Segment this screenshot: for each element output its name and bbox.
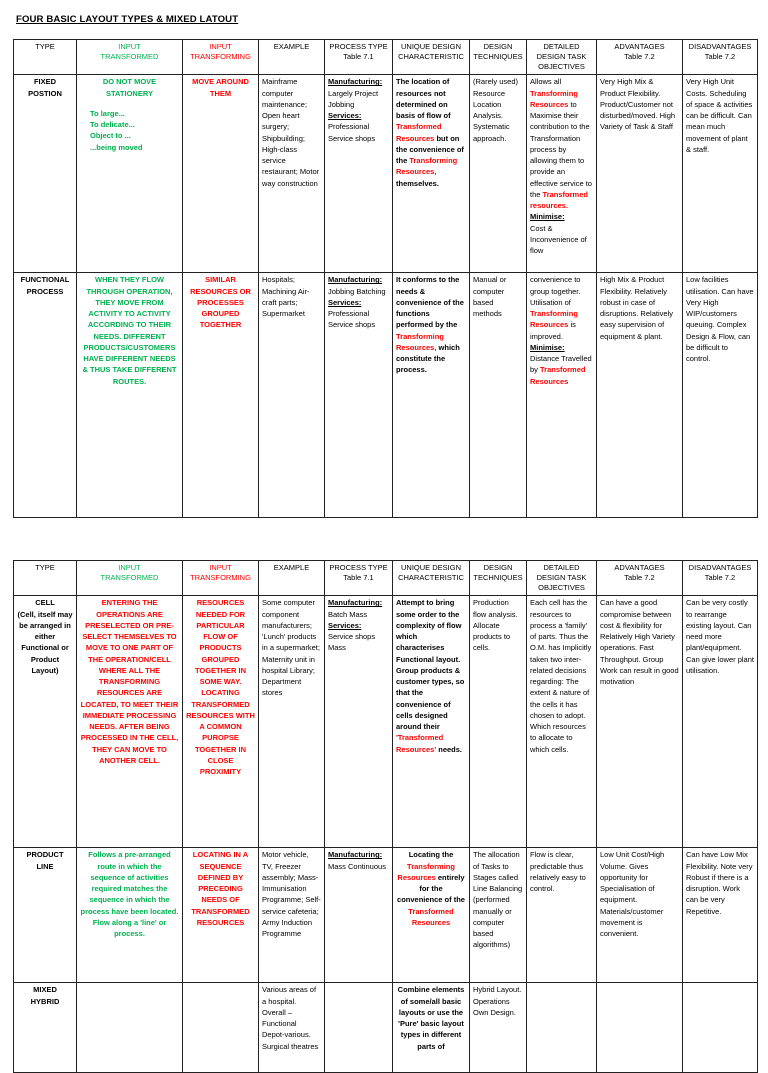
header-detailed-design: DETAILED DESIGN TASK OBJECTIVES — [527, 561, 597, 596]
header-advantages: ADVANTAGES Table 7.2 — [597, 561, 683, 596]
product-advantages: Low Unit Cost/High Volume. Gives opportunity for Specialisation of equipment. Materials/customer movement is convenient. — [597, 848, 683, 983]
row-fixed-position — [14, 75, 758, 273]
header-type: TYPE — [14, 561, 77, 596]
header-type: TYPE — [14, 40, 77, 75]
header-row-2 — [14, 561, 758, 596]
header-unique-design: UNIQUE DESIGN CHARACTERISTIC — [393, 40, 470, 75]
functional-transformed: WHEN THEY FLOW THROUGH OPERATION, THEY MOVE FROM ACTIVITY TO ACTIVITY ACCORDING TO THEIR NEEDS. DIFFERENT PRODUCTS/CUSTOMERS HAVE DIFFERENT NEEDS & THUS TAKE DIFFERENT ROUTES. — [77, 273, 183, 518]
header-unique-design: UNIQUE DESIGN CHARACTERISTIC — [393, 561, 470, 596]
layout-table-1 — [13, 39, 758, 518]
layout-table-2 — [13, 560, 758, 1073]
mixed-design: Hybrid Layout. Operations Own Design. — [470, 983, 527, 1073]
fixed-example: Mainframe computer maintenance; Open heart surgery; Shipbuilding; High-class service restaurant; Motor way construction — [259, 75, 325, 273]
mixed-transformed — [77, 983, 183, 1073]
cell-design: Production flow analysis. Allocate products to cells. — [470, 596, 527, 848]
cell-disadvantages: Can be very costly to rearrange existing layout. Can need more plant/equipment. Can give lower plant utilisation. — [683, 596, 758, 848]
product-process-type: Manufacturing: Mass Continuous — [325, 848, 393, 983]
header-example: EXAMPLE — [259, 561, 325, 596]
mixed-detailed — [527, 983, 597, 1073]
header-process-type: PROCESS TYPE Table 7.1 — [325, 561, 393, 596]
mixed-example: Various areas of a hospital. Overall – Functional Depot-various. Surgical theatres — [259, 983, 325, 1073]
cell-advantages: Can have a good compromise between cost & flexibility for Relatively High Variety operations. Fast Throughput. Group Work can result in good motivation — [597, 596, 683, 848]
fixed-transforming: MOVE AROUND THEM — [183, 75, 259, 273]
header-input-transformed: INPUT TRANSFORMED — [77, 561, 183, 596]
product-unique: Locating the Transforming Resources entirely for the convenience of the Transformed Resources — [393, 848, 470, 983]
fixed-advantages: Very High Mix & Product Flexibility. Product/Customer not disturbed/moved. High Variety of Task & Staff — [597, 75, 683, 273]
functional-example: Hospitals; Machining Air-craft parts; Supermarket — [259, 273, 325, 518]
mixed-unique: Combine elements of some/all basic layouts or use the 'Pure' basic layout types in different parts of — [393, 983, 470, 1073]
cell-example: Some computer component manufacturers; 'Lunch' products in a supermarket; Maternity unit in hospital Library; Department stores — [259, 596, 325, 848]
mixed-transforming — [183, 983, 259, 1073]
functional-detailed: convenience to group together. Utilisation of Transforming Resources is improved. Minimise: Distance Travelled by Transformed Resources — [527, 273, 597, 518]
functional-disadvantages: Low facilities utilisation. Can have Very High WIP/customers queuing. Complex Design & Flow, can be difficult to control. — [683, 273, 758, 518]
header-detailed-design: DETAILED DESIGN TASK OBJECTIVES — [527, 40, 597, 75]
product-design: The allocation of Tasks to Stages called Line Balancing (performed manually or computer based algorithms) — [470, 848, 527, 983]
product-transformed: Follows a pre-arranged route in which the sequence of activities required matches the sequence in which the process have been located. Flow along a 'line' or process. — [77, 848, 183, 983]
mixed-disadvantages — [683, 983, 758, 1073]
product-transforming: LOCATING IN A SEQUENCE DEFINED BY PRECEDING NEEDS OF TRANSFORMED RESOURCES — [183, 848, 259, 983]
row-mixed-hybrid — [14, 983, 758, 1073]
type-functional: FUNCTIONAL PROCESS — [14, 273, 77, 518]
type-fixed: FIXED POSTION — [14, 75, 77, 273]
header-input-transforming: INPUT TRANSFORMING — [183, 40, 259, 75]
functional-advantages: High Mix & Product Flexibility. Relatively robust in case of disruptions. Relatively easy supervision of equipment & plant. — [597, 273, 683, 518]
header-design-techniques: DESIGN TECHNIQUES — [470, 561, 527, 596]
header-design-techniques: DESIGN TECHNIQUES — [470, 40, 527, 75]
cell-unique: Attempt to bring some order to the complexity of flow which characterises Functional layout. Group products & customer types, so that the convenience of cells designed around their 'Transformed Resources' needs. — [393, 596, 470, 848]
header-disadvantages: DISADVANTAGES Table 7.2 — [683, 40, 758, 75]
cell-process-type: Manufacturing: Batch Mass Services: Service shops Mass — [325, 596, 393, 848]
fixed-design: (Rarely used) Resource Location Analysis. Systematic approach. — [470, 75, 527, 273]
product-example: Motor vehicle, TV, Freezer assembly; Mass-Immunisation Programme; Self-service cafeteria; Army Induction Programme — [259, 848, 325, 983]
fixed-disadvantages: Very High Unit Costs. Scheduling of space & activities can be difficult. Can mean much movement of plant & staff. — [683, 75, 758, 273]
cell-transformed: ENTERING THE OPERATIONS ARE PRESELECTED OR PRE-SELECT THEMSELVES TO MOVE TO ONE PART OF THE OPERATION/CELL WHERE ALL THE TRANSFORMING RESOURCES ARE LOCATED, TO MEET THEIR IMMEDIATE PROCESSING NEEDS. AFTER BEING PROCESSED IN THE CELL, THEY CAN MOVE TO ANOTHER CELL. — [77, 596, 183, 848]
cell-detailed: Each cell has the resources to process a 'family' of parts. Thus the O.M. has Implicitly taken two inter-related decisions regarding: The extent & nature of the cells it has chosen to adopt. Which resources to allocate to which cells. — [527, 596, 597, 848]
row-functional-process — [14, 273, 758, 518]
document-title: FOUR BASIC LAYOUT TYPES & MIXED LATOUT — [16, 14, 239, 25]
type-product: PRODUCT LINE — [14, 848, 77, 983]
header-advantages: ADVANTAGES Table 7.2 — [597, 40, 683, 75]
cell-transforming: RESOURCES NEEDED FOR PARTICULAR FLOW OF PRODUCTS GROUPED TOGETHER IN SOME WAY. LOCATING TRANSFORMED RESOURCES WITH A COMMON PUROPSE TOGETHER IN CLOSE PROXIMITY — [183, 596, 259, 848]
fixed-process-type: Manufacturing: Largely Project Jobbing Services: Professional Service shops — [325, 75, 393, 273]
functional-unique: It conforms to the needs & convenience of the functions performed by the Transforming Resources, which constitute the process. — [393, 273, 470, 518]
header-row — [14, 40, 758, 75]
header-process-type: PROCESS TYPE Table 7.1 — [325, 40, 393, 75]
product-detailed: Flow is clear, predictable thus relatively easy to control. — [527, 848, 597, 983]
mixed-process-type — [325, 983, 393, 1073]
fixed-detailed: Allows all Transforming Resources to Maximise their contribution to the Transformation process by allowing them to provide an effective service to the Transformed resources. Minimise: Cost & Inconvenience of flow — [527, 75, 597, 273]
functional-process-type: Manufacturing: Jobbing Batching Services: Professional Service shops — [325, 273, 393, 518]
fixed-unique: The location of resources not determined on basis of flow of Transformed Resources but on the convenience of the Transforming Resources, themselves. — [393, 75, 470, 273]
row-cell — [14, 596, 758, 848]
header-disadvantages: DISADVANTAGES Table 7.2 — [683, 561, 758, 596]
functional-transforming: SIMILAR RESOURCES OR PROCESSES GROUPED TOGETHER — [183, 273, 259, 518]
type-cell: CELL (Cell, itself may be arranged in either Functional or Product Layout) — [14, 596, 77, 848]
mixed-advantages — [597, 983, 683, 1073]
row-product-line — [14, 848, 758, 983]
product-disadvantages: Can have Low Mix Flexibility. Note very Robust if there is a disruption. Work can be very Repetitive. — [683, 848, 758, 983]
header-input-transforming: INPUT TRANSFORMING — [183, 561, 259, 596]
header-example: EXAMPLE — [259, 40, 325, 75]
type-mixed: MIXED HYBRID — [14, 983, 77, 1073]
fixed-transformed: DO NOT MOVE STATIONERY To large... To delicate... Object to ... ...being moved — [77, 75, 183, 273]
header-input-transformed: INPUT TRANSFORMED — [77, 40, 183, 75]
functional-design: Manual or computer based methods — [470, 273, 527, 518]
